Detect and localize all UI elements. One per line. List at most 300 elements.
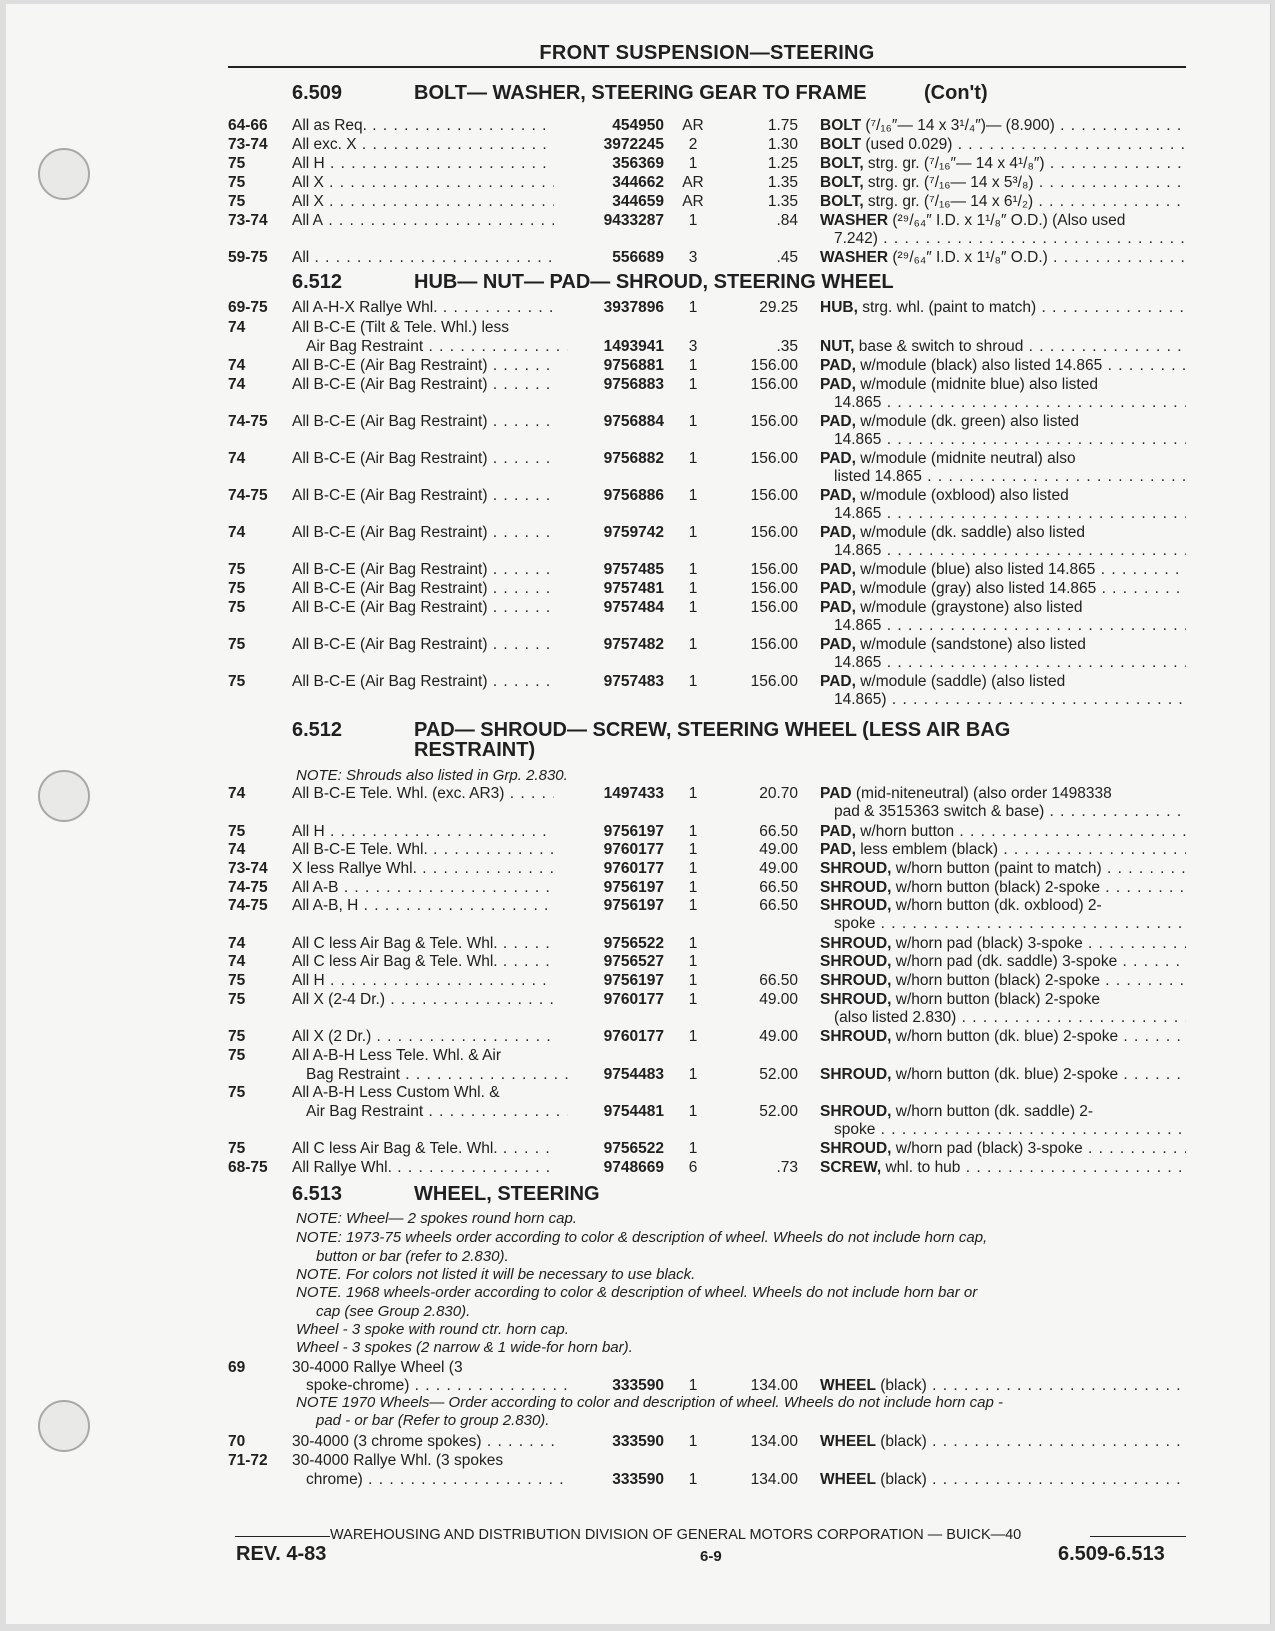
quantity-cell: 1 [688, 357, 698, 374]
model-cell: All B-C-E (Air Bag Restraint) . . . [292, 672, 554, 691]
year-cell: 74-75 [228, 487, 268, 504]
part-description: w/horn pad (dk. saddle) 3-spoke [891, 953, 1118, 970]
table-row [228, 1065, 1186, 1084]
price-cell: 156.00 [750, 376, 798, 393]
part-number-cell: 9433287 [603, 212, 664, 229]
part-number-cell: 3937896 [603, 299, 664, 316]
description-cell [820, 579, 1186, 598]
year-cell: 73-74 [228, 860, 268, 877]
price-cell: 134.00 [750, 1471, 798, 1488]
quantity-cell: 2 [688, 136, 698, 153]
model-cell: All B-C-E (Air Bag Restraint) . . . [292, 356, 554, 375]
table-row [228, 211, 1186, 230]
year-cell: 75 [228, 823, 246, 840]
quantity-cell: 1 [688, 599, 698, 616]
table-row-continuation [228, 504, 1186, 523]
part-name: HUB, [820, 299, 858, 316]
quantity-cell: 1 [688, 1140, 698, 1157]
header-rule [228, 66, 1186, 68]
part-description: less emblem (black) [855, 841, 999, 858]
price-cell: 1.35 [767, 193, 798, 210]
part-number-cell: 333590 [612, 1471, 664, 1488]
note: button or bar (refer to 2.830). [316, 1248, 509, 1265]
part-description: w/horn button (dk. oxblood) 2- [891, 897, 1102, 914]
model-cell: All B-C-E (Air Bag Restraint) . . . [292, 635, 554, 654]
table-row-continuation [228, 1008, 1186, 1027]
table-row [228, 1046, 1186, 1065]
model-cell: Bag Restraint . . . [306, 1065, 568, 1084]
part-name: SHROUD, [820, 991, 892, 1008]
model-cell: Air Bag Restraint . . . [306, 337, 568, 356]
table-row [228, 375, 1186, 394]
year-cell: 74 [228, 785, 246, 802]
part-description: (mid-niteneutral) (also order 1498338 [851, 785, 1112, 802]
model-cell: All X (2-4 Dr.) . . . [292, 990, 554, 1009]
quantity-cell: 1 [688, 1028, 698, 1045]
quantity-cell: 1 [688, 524, 698, 541]
quantity-cell: 1 [688, 953, 698, 970]
part-description: (²⁹/₆₄″ I.D. x 1¹/₈″ O.D.) (Also used [888, 212, 1126, 229]
description-cell [820, 784, 1186, 803]
year-cell: 75 [228, 1084, 246, 1101]
part-description: w/module (blue) also listed 14.865 [855, 561, 1096, 578]
note: NOTE. For colors not listed it will be necessary to use black. [296, 1266, 696, 1283]
part-name: WHEEL [820, 1433, 876, 1450]
table-row [228, 859, 1186, 878]
part-name: PAD, [820, 823, 856, 840]
description-cell [820, 560, 1186, 579]
section-number: 6.512 [292, 719, 343, 741]
price-cell: 134.00 [750, 1377, 798, 1394]
note: NOTE. 1968 wheels-order according to color & description of wheel. Wheels do not include horn bar or [296, 1284, 978, 1301]
price-cell: 156.00 [750, 636, 798, 653]
description-cell [820, 598, 1186, 617]
year-cell: 69 [228, 1359, 246, 1376]
description-continuation: 7.242) . . . [834, 229, 1186, 248]
year-cell: 74-75 [228, 413, 268, 430]
price-cell: 156.00 [750, 673, 798, 690]
part-name: PAD, [820, 524, 856, 541]
part-number-cell: 9748669 [603, 1159, 664, 1176]
description-cell [820, 1376, 1186, 1395]
part-description: w/module (sandstone) also listed [855, 636, 1086, 653]
quantity-cell: 1 [688, 823, 698, 840]
model-cell: chrome) . . . [306, 1470, 568, 1489]
description-continuation: 14.865 . . . [834, 430, 1186, 449]
description-continuation: listed 14.865 . . . [834, 467, 1186, 486]
part-description: (used 0.029) [861, 136, 953, 153]
year-cell: 68-75 [228, 1159, 268, 1176]
part-name: WASHER [820, 249, 889, 266]
model-cell: spoke-chrome) . . . [306, 1376, 568, 1395]
price-cell: 66.50 [759, 972, 798, 989]
quantity-cell: 1 [688, 299, 698, 316]
section-continued: (Con't) [924, 82, 988, 104]
table-row-continuation [228, 802, 1186, 821]
year-cell: 74 [228, 524, 246, 541]
table-row [228, 1376, 1186, 1395]
note: pad - or bar (Refer to group 2.830). [316, 1412, 550, 1429]
model-cell: All B-C-E (Air Bag Restraint) . . . [292, 523, 554, 542]
part-description: w/horn button (dk. saddle) 2- [891, 1103, 1094, 1120]
table-row [228, 1083, 1186, 1102]
price-cell: 49.00 [759, 1028, 798, 1045]
description-cell [820, 1432, 1186, 1451]
year-cell: 59-75 [228, 249, 268, 266]
model-cell: All A-B, H . . . [292, 896, 554, 915]
part-description: strg. gr. (⁷/₁₆— 14 x 6¹/₂) [863, 193, 1034, 210]
part-number-cell: 9760177 [603, 841, 664, 858]
part-number-cell: 9760177 [603, 860, 664, 877]
price-cell: 1.35 [767, 174, 798, 191]
part-number-cell: 9757484 [603, 599, 664, 616]
year-cell: 73-74 [228, 212, 268, 229]
table-row [228, 1451, 1186, 1470]
model-cell: All C less Air Bag & Tele. Whl. . . . [292, 934, 554, 953]
part-name: WHEEL [820, 1471, 876, 1488]
table-row [228, 784, 1186, 803]
description-cell [820, 878, 1186, 897]
model-cell: All A-B-H Less Tele. Whl. & Air [292, 1047, 502, 1064]
table-row-continuation [228, 690, 1186, 709]
description-continuation: 14.865 . . . [834, 541, 1186, 560]
price-cell: 66.50 [759, 897, 798, 914]
note: NOTE 1970 Wheels— Order according to color and description of wheel. Wheels do not include horn cap - [296, 1394, 1004, 1411]
section-title: BOLT— WASHER, STEERING GEAR TO FRAME [414, 82, 867, 104]
table-row [228, 971, 1186, 990]
quantity-cell: 1 [688, 1471, 698, 1488]
part-description: w/module (midnite neutral) also [855, 450, 1076, 467]
table-row [228, 990, 1186, 1009]
quantity-cell: 1 [688, 1066, 698, 1083]
table-row-continuation [228, 914, 1186, 933]
table-row [228, 1158, 1186, 1177]
quantity-cell: 1 [688, 841, 698, 858]
model-cell: All B-C-E (Air Bag Restraint) . . . [292, 579, 554, 598]
year-cell: 69-75 [228, 299, 268, 316]
section-number: 6.509 [292, 82, 343, 104]
part-number-cell: 333590 [612, 1433, 664, 1450]
model-cell: All H . . . [292, 154, 554, 173]
description-cell [820, 173, 1186, 192]
model-cell: 30-4000 Rallye Wheel (3 [292, 1359, 463, 1376]
part-name: PAD, [820, 580, 856, 597]
part-number-cell: 9757482 [603, 636, 664, 653]
year-cell: 75 [228, 155, 246, 172]
table-row [228, 298, 1186, 317]
description-continuation: 14.865 . . . [834, 653, 1186, 672]
model-cell: All X (2 Dr.) . . . [292, 1027, 554, 1046]
quantity-cell: 6 [688, 1159, 698, 1176]
part-number-cell: 9760177 [603, 1028, 664, 1045]
quantity-cell: 1 [688, 673, 698, 690]
description-cell [820, 523, 1186, 542]
year-cell: 75 [228, 580, 246, 597]
model-cell: All as Req. . . . [292, 116, 554, 135]
footer-division: WAREHOUSING AND DISTRIBUTION DIVISION OF GENERAL MOTORS CORPORATION — BUICK—40 [330, 1527, 1022, 1543]
quantity-cell: 1 [688, 561, 698, 578]
price-cell: 49.00 [759, 860, 798, 877]
description-cell [820, 192, 1186, 211]
part-name: PAD, [820, 636, 856, 653]
description-cell [820, 971, 1186, 990]
part-name: SHROUD, [820, 953, 892, 970]
description-cell [820, 248, 1186, 267]
model-cell: All B-C-E (Air Bag Restraint) . . . [292, 486, 554, 505]
model-cell: All . . . [292, 248, 554, 267]
description-continuation: 14.865) . . . [834, 690, 1186, 709]
description-continuation: 14.865 . . . [834, 616, 1186, 635]
table-row [228, 1470, 1186, 1489]
model-cell: All B-C-E Tele. Whl. (exc. AR3) . . . [292, 784, 554, 803]
table-row [228, 560, 1186, 579]
quantity-cell: 3 [688, 249, 698, 266]
model-cell: All A-H-X Rallye Whl. . . . [292, 298, 554, 317]
description-cell [820, 672, 1186, 691]
table-row [228, 248, 1186, 267]
year-cell: 75 [228, 673, 246, 690]
part-description: strg. whl. (paint to match) [857, 299, 1037, 316]
description-continuation: spoke . . . [834, 1120, 1186, 1139]
description-cell [820, 840, 1186, 859]
table-row [228, 486, 1186, 505]
year-cell: 74 [228, 357, 246, 374]
part-number-cell: 9756886 [603, 487, 664, 504]
table-row-continuation [228, 229, 1186, 248]
model-cell: All H . . . [292, 822, 554, 841]
description-cell [820, 990, 1186, 1009]
table-row [228, 523, 1186, 542]
part-number-cell: 556689 [612, 249, 664, 266]
table-row [228, 154, 1186, 173]
model-cell: All Rallye Whl. . . . [292, 1158, 554, 1177]
price-cell: 66.50 [759, 879, 798, 896]
price-cell: 1.25 [767, 155, 798, 172]
model-cell: 30-4000 (3 chrome spokes) . . . [292, 1432, 554, 1451]
table-row-continuation [228, 653, 1186, 672]
part-description: base & switch to shroud [854, 338, 1024, 355]
price-cell: 156.00 [750, 599, 798, 616]
table-row [228, 952, 1186, 971]
price-cell: 49.00 [759, 991, 798, 1008]
note: NOTE: 1973-75 wheels order according to color & description of wheel. Wheels do not include horn cap, [296, 1229, 988, 1246]
part-name: BOLT, [820, 193, 864, 210]
description-cell [820, 822, 1186, 841]
revision-label: REV. 4-83 [236, 1543, 327, 1565]
note: Wheel - 3 spoke with round ctr. horn cap. [296, 1321, 569, 1338]
part-number-cell: 9754481 [603, 1103, 664, 1120]
year-cell: 75 [228, 174, 246, 191]
year-cell: 75 [228, 193, 246, 210]
year-cell: 75 [228, 991, 246, 1008]
footer-rule [235, 1536, 330, 1537]
year-cell: 73-74 [228, 136, 268, 153]
part-description: (²⁹/₆₄″ I.D. x 1¹/₈″ O.D.) [888, 249, 1048, 266]
description-cell [820, 449, 1186, 468]
description-cell [820, 375, 1186, 394]
table-row [228, 1139, 1186, 1158]
part-name: SHROUD, [820, 1103, 892, 1120]
part-description: (⁷/₁₆″— 14 x 3¹/₄″)— (8.900) [861, 117, 1055, 134]
part-number-cell: 9757485 [603, 561, 664, 578]
page-number: 6-9 [700, 1548, 722, 1565]
price-cell: 156.00 [750, 450, 798, 467]
description-cell [820, 1102, 1186, 1121]
description-cell [820, 859, 1186, 878]
section-range: 6.509-6.513 [1058, 1543, 1165, 1565]
part-name: PAD, [820, 599, 856, 616]
part-number-cell: 9756881 [603, 357, 664, 374]
section-number: 6.512 [292, 271, 343, 293]
part-number-cell: 1493941 [603, 338, 664, 355]
description-cell [820, 298, 1186, 317]
part-name: PAD, [820, 413, 856, 430]
quantity-cell: 1 [688, 991, 698, 1008]
part-description: w/horn button (black) 2-spoke [891, 972, 1100, 989]
part-description: strg. gr. (⁷/₁₆″— 14 x 4¹/₈″) [863, 155, 1045, 172]
quantity-cell: AR [682, 193, 704, 210]
quantity-cell: 1 [688, 860, 698, 877]
price-cell: 156.00 [750, 580, 798, 597]
price-cell: 1.75 [767, 117, 798, 134]
year-cell: 75 [228, 1047, 246, 1064]
part-description: w/module (gray) also listed 14.865 [855, 580, 1097, 597]
part-number-cell: 9756882 [603, 450, 664, 467]
model-cell: All B-C-E (Air Bag Restraint) . . . [292, 412, 554, 431]
table-row [228, 1102, 1186, 1121]
description-cell [820, 412, 1186, 431]
part-description: w/module (dk. saddle) also listed [855, 524, 1086, 541]
description-cell [820, 1065, 1186, 1084]
part-name: SHROUD, [820, 972, 892, 989]
model-cell: All A-B . . . [292, 878, 554, 897]
description-continuation: pad & 3515363 switch & base) . . . [834, 802, 1186, 821]
price-cell: 52.00 [759, 1103, 798, 1120]
part-name: PAD, [820, 487, 856, 504]
quantity-cell: 1 [688, 376, 698, 393]
part-description: w/horn button (black) 2-spoke [891, 879, 1100, 896]
description-cell [820, 135, 1186, 154]
part-number-cell: 9756197 [603, 972, 664, 989]
section-title: RESTRAINT) [414, 739, 536, 761]
description-cell [820, 896, 1186, 915]
quantity-cell: 1 [688, 1103, 698, 1120]
part-number-cell: 454950 [612, 117, 664, 134]
part-name: NUT, [820, 338, 855, 355]
part-description: w/horn pad (black) 3-spoke [891, 1140, 1083, 1157]
model-cell: All X . . . [292, 192, 554, 211]
price-cell: .73 [776, 1159, 798, 1176]
table-row [228, 598, 1186, 617]
quantity-cell: 1 [688, 879, 698, 896]
part-name: SHROUD, [820, 935, 892, 952]
table-row [228, 822, 1186, 841]
price-cell: 134.00 [750, 1433, 798, 1450]
part-name: PAD, [820, 673, 856, 690]
part-name: SHROUD, [820, 860, 892, 877]
quantity-cell: 1 [688, 487, 698, 504]
description-cell [820, 1027, 1186, 1046]
description-continuation: 14.865 . . . [834, 393, 1186, 412]
part-description: w/horn button (dk. blue) 2-spoke [891, 1028, 1119, 1045]
quantity-cell: AR [682, 117, 704, 134]
part-number-cell: 3972245 [603, 136, 664, 153]
section-title: WHEEL, STEERING [414, 1183, 600, 1205]
part-description: w/module (dk. green) also listed [855, 413, 1080, 430]
table-row-continuation [228, 616, 1186, 635]
price-cell: 66.50 [759, 823, 798, 840]
model-cell: All exc. X . . . [292, 135, 554, 154]
part-number-cell: 9756197 [603, 823, 664, 840]
table-row [228, 1432, 1186, 1451]
part-number-cell: 9759742 [603, 524, 664, 541]
table-row [228, 672, 1186, 691]
part-name: PAD, [820, 357, 856, 374]
binder-hole [38, 1400, 90, 1452]
part-name: SHROUD, [820, 897, 892, 914]
table-row [228, 412, 1186, 431]
part-description: whl. to hub [881, 1159, 961, 1176]
description-cell [820, 952, 1186, 971]
year-cell: 75 [228, 1140, 246, 1157]
year-cell: 74 [228, 953, 246, 970]
table-row [228, 337, 1186, 356]
part-name: BOLT, [820, 155, 864, 172]
part-name: PAD, [820, 561, 856, 578]
part-number-cell: 344659 [612, 193, 664, 210]
note: Wheel - 3 spokes (2 narrow & 1 wide-for horn bar). [296, 1339, 633, 1356]
table-row-continuation [228, 393, 1186, 412]
model-cell: All C less Air Bag & Tele. Whl. . . . [292, 952, 554, 971]
part-number-cell: 9756197 [603, 897, 664, 914]
part-number-cell: 9756527 [603, 953, 664, 970]
year-cell: 75 [228, 972, 246, 989]
part-name: WASHER [820, 212, 889, 229]
part-name: PAD, [820, 841, 856, 858]
part-description: (black) [875, 1471, 927, 1488]
description-cell [820, 1158, 1186, 1177]
part-number-cell: 9754483 [603, 1066, 664, 1083]
part-description: w/horn button [855, 823, 955, 840]
note: NOTE: Wheel— 2 spokes round horn cap. [296, 1210, 577, 1227]
quantity-cell: 1 [688, 155, 698, 172]
part-name: PAD [820, 785, 852, 802]
model-cell: 30-4000 Rallye Whl. (3 spokes [292, 1452, 504, 1469]
part-number-cell: 9756522 [603, 935, 664, 952]
model-cell: All C less Air Bag & Tele. Whl. . . . [292, 1139, 554, 1158]
model-cell: All B-C-E (Air Bag Restraint) . . . [292, 449, 554, 468]
table-row [228, 116, 1186, 135]
price-cell: 20.70 [759, 785, 798, 802]
part-description: (black) [875, 1377, 927, 1394]
price-cell: 1.30 [767, 136, 798, 153]
price-cell: 29.25 [759, 299, 798, 316]
part-number-cell: 1497433 [603, 785, 664, 802]
quantity-cell: 1 [688, 1433, 698, 1450]
quantity-cell: 1 [688, 785, 698, 802]
part-name: BOLT [820, 136, 862, 153]
binder-hole [38, 148, 90, 200]
table-row-continuation [228, 1120, 1186, 1139]
model-cell: All B-C-E (Air Bag Restraint) . . . [292, 560, 554, 579]
price-cell: .45 [776, 249, 798, 266]
description-cell [820, 356, 1186, 375]
year-cell: 75 [228, 599, 246, 616]
description-cell [820, 154, 1186, 173]
year-cell: 74-75 [228, 879, 268, 896]
table-row [228, 840, 1186, 859]
page-title: FRONT SUSPENSION—STEERING [539, 42, 875, 64]
